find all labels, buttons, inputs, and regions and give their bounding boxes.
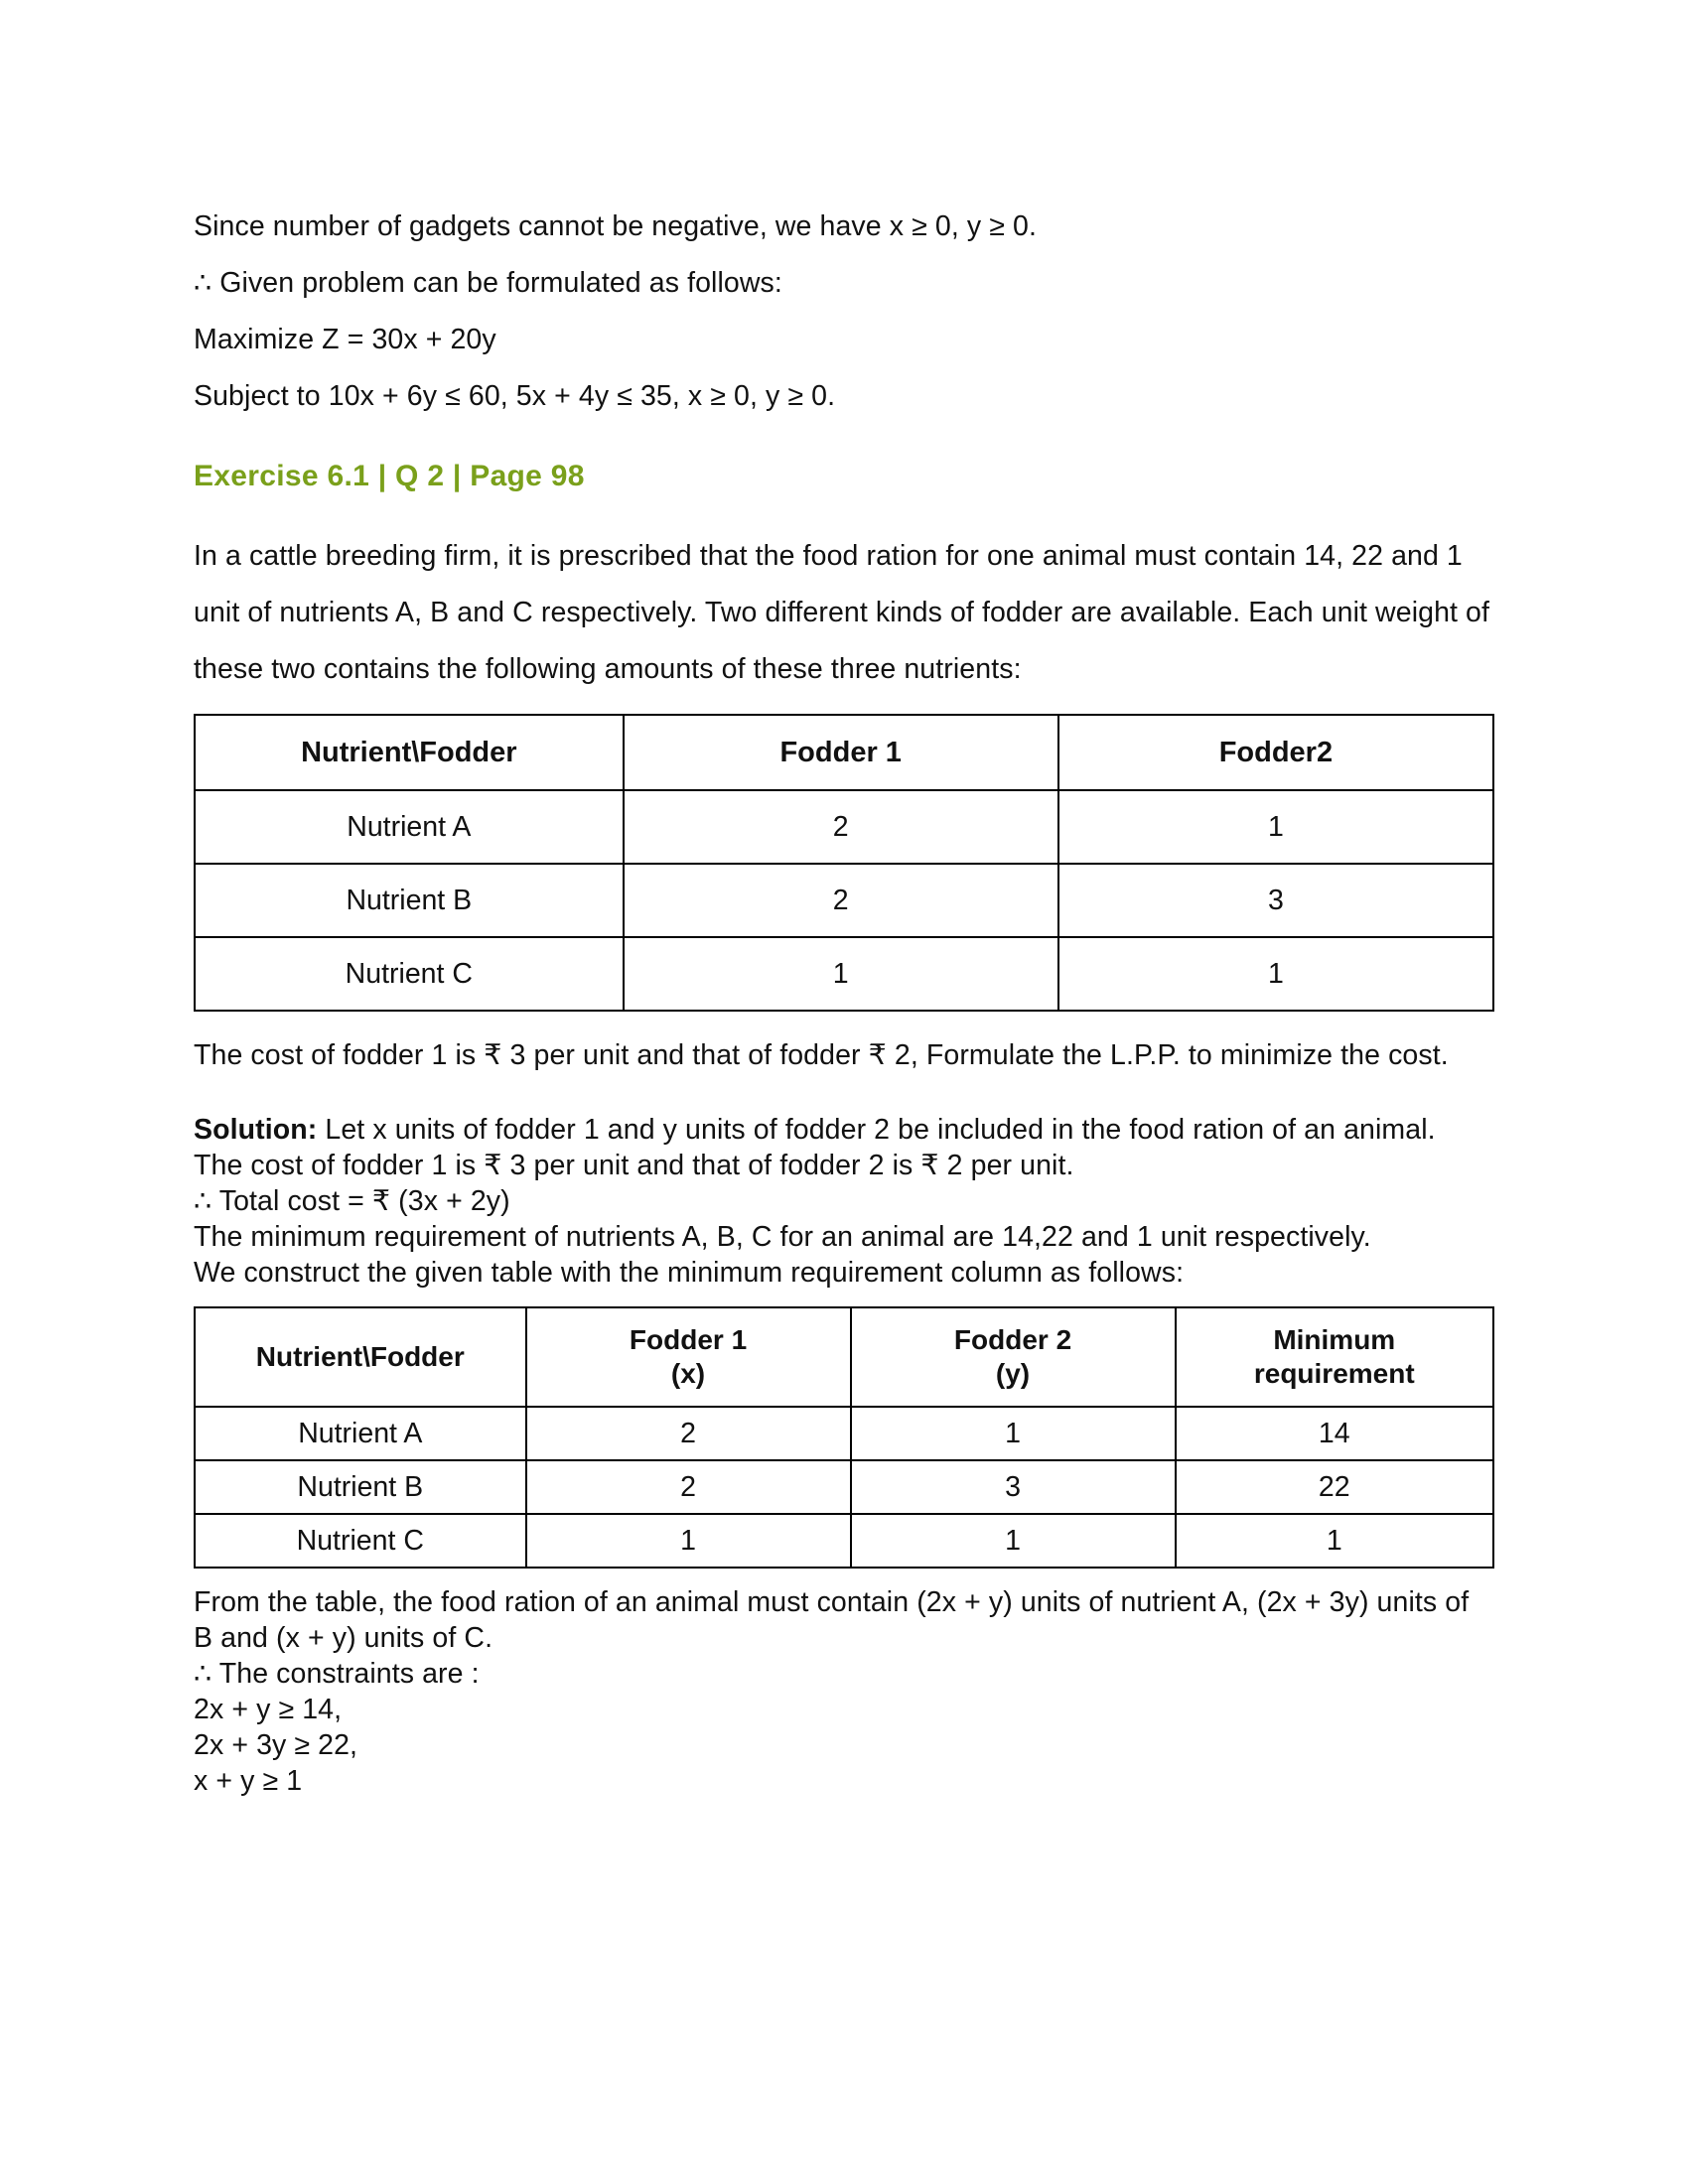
table-row [195, 1407, 1493, 1460]
solution-line-4: The minimum requirement of nutrients A, B, C for an animal are 14,22 and 1 unit respectively. [194, 1221, 1371, 1253]
column-header-fodder-2-sub: (y) [995, 1358, 1031, 1389]
table-header-row [195, 715, 1493, 790]
closing-line-3: 2x + y ≥ 14, [194, 1694, 343, 1725]
column-header-fodder-2-main: Fodder 2 [953, 1324, 1072, 1355]
column-header-fodder-1 [526, 1307, 851, 1407]
column-header-nutrient: Nutrient\Fodder [195, 715, 624, 790]
document-content [194, 199, 1494, 1799]
column-header-fodder-1-sub: (x) [670, 1358, 706, 1389]
closing-line-2: ∴ The constraints are : [194, 1658, 480, 1690]
cell-fodder-2-value: 1 [851, 1514, 1176, 1568]
cell-nutrient-name: Nutrient A [195, 790, 624, 864]
column-header-fodder-2 [851, 1307, 1176, 1407]
cell-fodder-1-value: 2 [624, 790, 1058, 864]
cost-paragraph: The cost of fodder 1 is ₹ 3 per unit and that of fodder ₹ 2, Formulate the L.P.P. to minimize the cost. [194, 1039, 1449, 1071]
cell-nutrient-name: Nutrient A [195, 1407, 526, 1460]
spacer-after-table-2 [194, 1569, 1494, 1584]
table-row [195, 937, 1493, 1011]
cell-fodder-1-value: 2 [624, 864, 1058, 937]
cell-nutrient-name: Nutrient C [195, 1514, 526, 1568]
spacer-before-table-1 [194, 698, 1494, 714]
cell-fodder-1-value: 1 [624, 937, 1058, 1011]
closing-line-1: From the table, the food ration of an animal must contain (2x + y) units of nutrient A, (2x + 3y) units of B and (x + y) units of C. [194, 1586, 1470, 1654]
cell-minimum-requirement-value: 14 [1176, 1407, 1493, 1460]
solution-line-2: The cost of fodder 1 is ₹ 3 per unit and that of fodder 2 is ₹ 2 per unit. [194, 1150, 1074, 1181]
intro-line-1: Since number of gadgets cannot be negative, we have x ≥ 0, y ≥ 0. [194, 210, 1037, 242]
table-row [195, 1514, 1493, 1568]
table-row [195, 1460, 1493, 1514]
spacer-after-table-1 [194, 1012, 1494, 1027]
cell-nutrient-name: Nutrient B [195, 864, 624, 937]
table-row [195, 864, 1493, 937]
spacer-after-heading [194, 500, 1494, 528]
table-row [195, 790, 1493, 864]
solution-line-1: Let x units of fodder 1 and y units of fodder 2 be included in the food ration of an animal. [317, 1114, 1436, 1146]
cell-fodder-2-value: 1 [1058, 937, 1493, 1011]
spacer-before-solution [194, 1084, 1494, 1112]
cell-nutrient-name: Nutrient C [195, 937, 624, 1011]
solution-label: Solution: [194, 1114, 318, 1146]
column-header-fodder-1-main: Fodder 1 [629, 1324, 748, 1355]
cell-fodder-2-value: 3 [851, 1460, 1176, 1514]
column-header-minimum-sub: requirement [1253, 1358, 1415, 1389]
spacer-before-table-2 [194, 1291, 1494, 1306]
solution-line-3: ∴ Total cost = ₹ (3x + 2y) [194, 1185, 510, 1217]
cell-minimum-requirement-value: 1 [1176, 1514, 1493, 1568]
cell-fodder-1-value: 1 [526, 1514, 851, 1568]
cell-fodder-1-value: 2 [526, 1460, 851, 1514]
column-header-minimum-requirement [1176, 1307, 1493, 1407]
table-header-row [195, 1307, 1493, 1407]
column-header-fodder-1: Fodder 1 [624, 715, 1058, 790]
question-paragraph: In a cattle breeding firm, it is prescribed that the food ration for one animal must contain 14, 22 and 1 unit of nutrients A, B and C respectively. Two different kinds of fodder are available. Each unit weight of these two contains the following amounts of these three nutrients: [194, 540, 1490, 685]
nutrient-source-table [194, 714, 1494, 1012]
column-header-nutrient-main: Nutrient\Fodder [255, 1341, 465, 1372]
spacer-before-heading [194, 425, 1494, 453]
intro-line-4: Subject to 10x + 6y ≤ 60, 5x + 4y ≤ 35, x ≥ 0, y ≥ 0. [194, 380, 836, 412]
column-header-fodder-2: Fodder2 [1058, 715, 1493, 790]
cell-fodder-1-value: 2 [526, 1407, 851, 1460]
cell-minimum-requirement-value: 22 [1176, 1460, 1493, 1514]
cell-nutrient-name: Nutrient B [195, 1460, 526, 1514]
exercise-heading: Exercise 6.1 | Q 2 | Page 98 [194, 460, 585, 492]
solution-line-5: We construct the given table with the minimum requirement column as follows: [194, 1257, 1185, 1289]
column-header-minimum-main: Minimum [1273, 1324, 1396, 1355]
intro-line-2: ∴ Given problem can be formulated as follows: [194, 267, 782, 299]
solution-paragraph [194, 1112, 1494, 1148]
column-header-nutrient [195, 1307, 526, 1407]
closing-line-4: 2x + 3y ≥ 22, [194, 1729, 358, 1761]
closing-line-5: x + y ≥ 1 [194, 1765, 303, 1797]
nutrient-requirement-table [194, 1306, 1494, 1569]
cell-fodder-2-value: 1 [1058, 790, 1493, 864]
intro-line-3: Maximize Z = 30x + 20y [194, 324, 496, 355]
cell-fodder-2-value: 3 [1058, 864, 1493, 937]
cell-fodder-2-value: 1 [851, 1407, 1176, 1460]
